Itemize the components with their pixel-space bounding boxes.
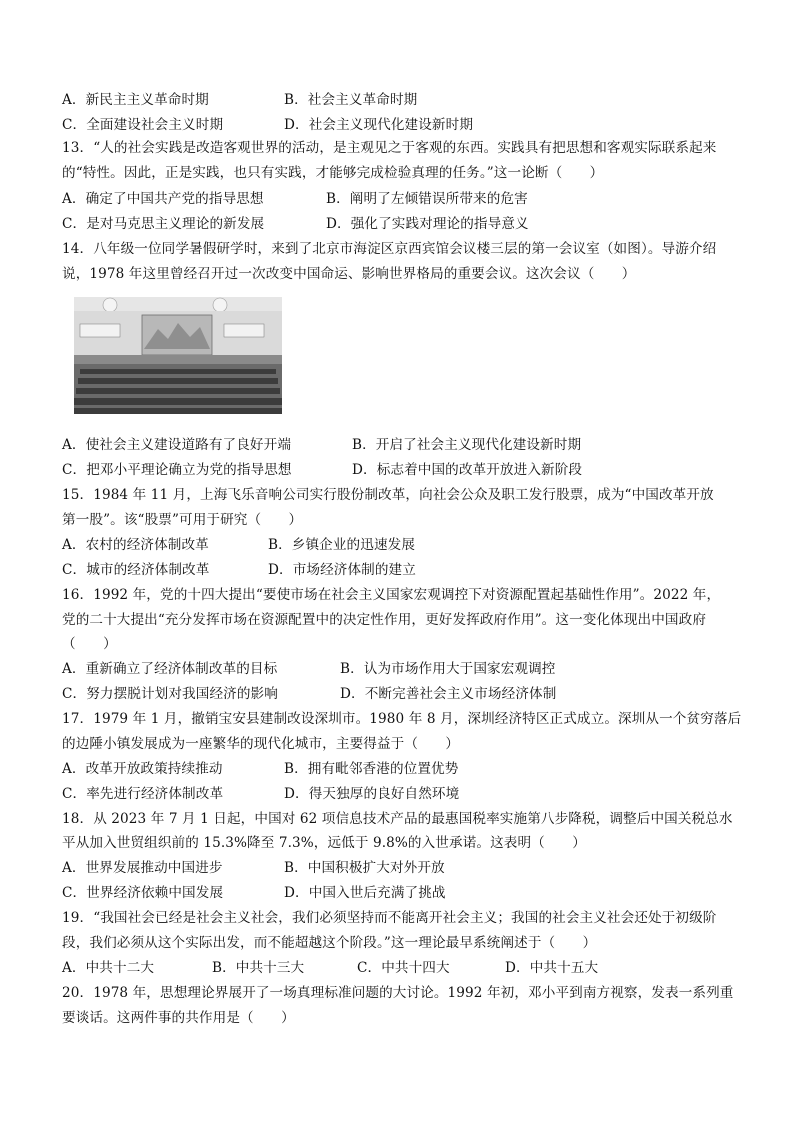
q13-option-a: A．确定了中国共产党的指导思想 <box>62 191 264 207</box>
q14-option-c: C．把邓小平理论确立为党的指导思想 <box>62 462 292 478</box>
q15-option-d: D．市场经济体制的建立 <box>268 562 416 578</box>
q19-stem-line1: 19．“我国社会已经是社会主义社会，我们必须坚持而不能离开社会主义；我国的社会主义社会还处于初级阶 <box>62 910 717 926</box>
q15-stem-line2: 第一股”。该“股票”可用于研究（ ） <box>62 512 303 528</box>
q19-option-b: B．中共十三大 <box>212 960 305 976</box>
q20-stem-line2: 要谈话。这两件事的共作用是（ ） <box>62 1010 295 1026</box>
q18-stem-line2: 平从加入世贸组织前的 15.3%降至 7.3%，远低于 9.8%的入世承诺。这表明（ ） <box>62 835 586 851</box>
q16-stem-line3: （ ） <box>62 636 117 652</box>
q17-option-c: C．率先进行经济体制改革 <box>62 786 224 802</box>
q18-stem-line1: 18．从 2023 年 7 月 1 日起，中国对 62 项信息技术产品的最惠国税率实施第八步降税，调整后中国关税总水 <box>62 811 733 827</box>
q12-option-a: A．新民主主义革命时期 <box>62 92 209 108</box>
q14-option-a: A．使社会主义建设道路有了良好开端 <box>62 437 292 453</box>
q16-option-c: C．努力摆脱计划对我国经济的影响 <box>62 686 278 702</box>
meeting-room-photo <box>74 297 282 414</box>
q15-option-b: B．乡镇企业的迅速发展 <box>268 537 416 553</box>
q14-option-b: B．开启了社会主义现代化建设新时期 <box>352 437 582 453</box>
q12-option-c: C．全面建设社会主义时期 <box>62 117 224 133</box>
q18-option-a: A．世界发展推动中国进步 <box>62 860 223 876</box>
q18-option-b: B．中国积极扩大对外开放 <box>284 860 445 876</box>
q16-option-b: B．认为市场作用大于国家宏观调控 <box>340 661 556 677</box>
q19-option-d: D．中共十五大 <box>505 960 599 976</box>
q13-stem-line2: 的“特性。因此，正是实践，也只有实践，才能够完成检验真理的任务。”这一论断（ ） <box>62 165 604 181</box>
q14-option-d: D．标志着中国的改革开放进入新阶段 <box>352 462 583 478</box>
q18-option-c: C．世界经济依赖中国发展 <box>62 885 224 901</box>
q19-option-c: C．中共十四大 <box>357 960 450 976</box>
q17-stem-line2: 的边陲小镇发展成为一座繁华的现代化城市，主要得益于（ ） <box>62 736 460 752</box>
q12-option-b: B．社会主义革命时期 <box>284 92 418 108</box>
q17-option-a: A．改革开放政策持续推动 <box>62 761 223 777</box>
q15-option-c: C．城市的经济体制改革 <box>62 562 210 578</box>
q20-stem-line1: 20．1978 年，思想理论界展开了一场真理标准问题的大讨论。1992 年初，邓小平到南方视察，发表一系列重 <box>62 985 734 1001</box>
q15-option-a: A．农村的经济体制改革 <box>62 537 209 553</box>
q14-stem-line1: 14．八年级一位同学暑假研学时，来到了北京市海淀区京西宾馆会议楼三层的第一会议室（如图）。导游介绍 <box>62 241 717 257</box>
q13-option-c: C．是对马克思主义理论的新发展 <box>62 216 265 232</box>
q13-option-b: B．阐明了左倾错误所带来的危害 <box>326 191 528 207</box>
q19-option-a: A．中共十二大 <box>62 960 155 976</box>
q16-stem-line2: 党的二十大提出“充分发挥市场在资源配置中的决定性作用，更好发挥政府作用”。这一变化体现出中国政府 <box>62 612 707 628</box>
q17-option-b: B．拥有毗邻香港的位置优势 <box>284 761 459 777</box>
q19-stem-line2: 段，我们必须从这个实际出发，而不能超越这个阶段。”这一理论最早系统阐述于（ ） <box>62 935 597 951</box>
q13-option-d: D．强化了实践对理论的指导意义 <box>326 216 529 232</box>
q14-stem-line2: 说，1978 年这里曾经召开过一次改变中国命运、影响世界格局的重要会议。这次会议（ ） <box>62 266 636 282</box>
q17-option-d: D．得天独厚的良好自然环境 <box>284 786 460 802</box>
q18-option-d: D．中国入世后充满了挑战 <box>284 885 446 901</box>
q16-option-d: D．不断完善社会主义市场经济体制 <box>340 686 557 702</box>
q16-option-a: A．重新确立了经济体制改革的目标 <box>62 661 278 677</box>
q17-stem-line1: 17．1979 年 1 月，撤销宝安县建制改设深圳市。1980 年 8 月，深圳经济特区正式成立。深圳从一个贫穷落后 <box>62 711 742 727</box>
q16-stem-line1: 16．1992 年，党的十四大提出“要使市场在社会主义国家宏观调控下对资源配置起基础性作用”。2022 年， <box>62 587 721 603</box>
q12-option-d: D．社会主义现代化建设新时期 <box>284 117 474 133</box>
q15-stem-line1: 15．1984 年 11 月，上海飞乐音响公司实行股份制改革，向社会公众及职工发行股票，成为“中国改革开放 <box>62 487 714 503</box>
q13-stem-line1: 13．“人的社会实践是改造客观世界的活动，是主观见之于客观的东西。实践具有把思想和客观实际联系起来 <box>62 140 717 156</box>
